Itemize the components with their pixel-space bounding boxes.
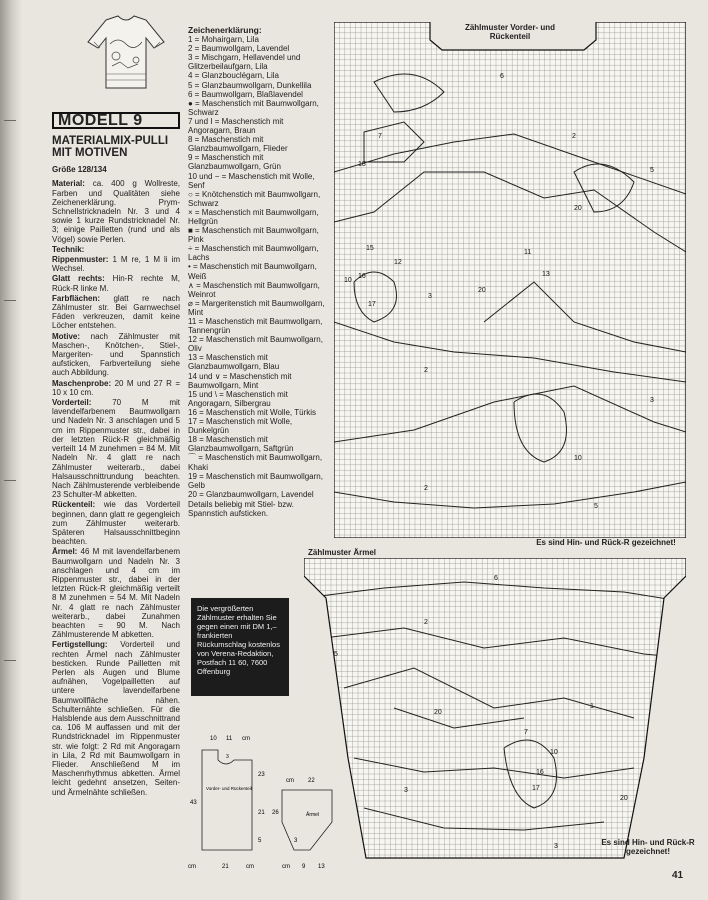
front-region-number: 20	[478, 287, 486, 294]
instruction-paragraph	[52, 398, 180, 499]
body-schematic	[188, 736, 265, 870]
legend-item: 15 und \ = Maschenstich mit Angoragarn, Silbergrau	[188, 389, 288, 408]
instruction-label: Ärmel:	[52, 547, 81, 557]
front-region-number: 20	[574, 205, 582, 212]
legend-item: 18 = Maschenstich mit Glanzbaumwollgarn, Saftgrün	[188, 435, 294, 454]
front-region-number: 3	[650, 397, 654, 404]
schem-body-left: 43	[190, 800, 197, 806]
sleeve-region-number: 3	[404, 787, 408, 794]
legend-heading: Zeichenerklärung:	[188, 25, 262, 35]
legend-item: 2 = Baumwollgarn, Lavendel	[188, 44, 290, 54]
instruction-text: nach Zählmuster mit Maschen-, Knötchen-, Stiel-, Margeriten- und Spannstich aufsticken, Farbverteilung siehe auch Abbildung.	[52, 331, 180, 378]
legend-item: ⌀ = Margeritenstich mit Baumwollgarn, Mint	[188, 298, 325, 317]
front-region-number: 6	[500, 73, 504, 80]
instruction-text: Hin-R rechte M, Rück-R linke M.	[52, 274, 181, 293]
legend-item: 4 = Glanzbouclégarn, Lila	[188, 71, 279, 81]
svg-text:21: 21	[222, 864, 229, 870]
front-region-number: 11	[524, 249, 532, 256]
svg-text:9: 9	[302, 864, 306, 870]
instruction-text: 70 M mit lavendelfarbenem Baumwollgarn und Nadeln Nr. 3 anschlagen und 5 cm im Rippenmuster str., dabei in der letzten Rück-R gleichmäßig verteilt 14 M zunehmen = 84 M. Mit Nadeln Nr. 4 glatt re nach Zählmuster weiterarb., dabei Halsausschnittrundung beachten. Nach Zählmusterende verbleibende 23 Schulter-M abketten.	[52, 398, 180, 500]
sleeve-region-number: 6	[494, 575, 498, 582]
legend-item: ⌒ = Maschenstich mit Baumwollgarn, Khaki	[188, 453, 323, 472]
instructions-column	[52, 112, 180, 798]
legend-list	[188, 35, 328, 499]
sleeve-chart	[304, 558, 686, 860]
legend-item: 20 = Glanzbaumwollgarn, Lavendel	[188, 489, 314, 499]
legend-item: 10 und − = Maschenstich mit Wolle, Senf	[188, 171, 315, 190]
sleeve-region-number: 10	[550, 749, 558, 756]
legend-item: 19 = Maschenstich mit Baumwollgarn, Gelb	[188, 471, 323, 490]
instruction-label: Material:	[52, 179, 93, 189]
front-region-number: 16	[358, 273, 366, 280]
schem-body-top: 10	[210, 736, 217, 742]
schem-sleeve-top: cm	[286, 778, 294, 784]
book-spine	[0, 0, 22, 900]
legend-item: 12 = Maschenstich mit Baumwollgarn, Oliv	[188, 335, 323, 354]
front-chart-note: Es sind Hin- und Rück-R gezeichnet!	[536, 538, 676, 547]
legend-item: ○ = Knötchenstich mit Baumwollgarn, Schwarz	[188, 189, 321, 208]
instruction-label: Vorderteil:	[52, 398, 113, 408]
svg-text:cm: cm	[242, 736, 250, 742]
svg-text:21: 21	[258, 810, 265, 816]
legend-item: ∧ = Maschenstich mit Baumwollgarn, Weinrot	[188, 280, 320, 299]
sleeve-chart-note: Es sind Hin- und Rück-R gezeichnet!	[601, 838, 695, 856]
front-region-number: 2	[424, 485, 428, 492]
front-region-number: 7	[378, 133, 382, 140]
instruction-label: Maschenprobe:	[52, 378, 115, 388]
front-region-number: 18	[358, 161, 366, 168]
size-schematic	[182, 730, 342, 880]
instruction-text: wie das Vorderteil beginnen, dann glatt re gegengleich zum Zählmuster weiterarb. Späteren Halsausschnittbeginn beachten.	[52, 500, 180, 547]
instruction-text: 20 M und 27 R = 10 x 10 cm.	[52, 378, 181, 397]
sleeve-region-number: 2	[424, 619, 428, 626]
legend-item: 7 und I = Maschenstich mit Angoragarn, Braun	[188, 116, 284, 136]
legend-item: ■ = Maschenstich mit Baumwollgarn, Pink	[188, 226, 319, 245]
front-region-number: 5	[594, 503, 598, 510]
sleeve-region-number: 20	[434, 709, 442, 716]
instruction-paragraph	[52, 500, 180, 546]
instruction-label: Rückenteil:	[52, 500, 104, 510]
sleeve-chart-title: Zählmuster Ärmel	[308, 548, 377, 557]
front-region-number: 15	[366, 245, 374, 252]
instruction-text: ca. 400 g Wollreste, Farben und Qualitäten siehe Zeichenerklärung. Prym-Schnellstricknadeln Nr. 3 und 4 sowie 1 kurze Rundstricknadel Nr. 3; einige Pailletten (rund und als Vögel) sowie Perlen.	[52, 179, 180, 244]
front-back-chart	[334, 22, 686, 538]
front-chart-title: Zählmuster Vorder- und Rückenteil	[450, 23, 570, 41]
sleeve-region-number: 1	[590, 703, 594, 710]
legend-item: 8 = Maschenstich mit Glanzbaumwollgarn, Flieder	[188, 135, 288, 154]
front-region-number: 3	[428, 293, 432, 300]
legend-item: 5 = Glanzbaumwollgarn, Dunkellila	[188, 80, 312, 90]
schem-sleeve-right: 3	[294, 838, 298, 844]
schem-sleeve-left: 26	[272, 810, 279, 816]
front-region-number: 5	[650, 167, 654, 174]
instruction-label: Fertigstellung:	[52, 640, 121, 650]
sleeve-grid	[304, 558, 686, 860]
sleeve-region-number: 3	[554, 843, 558, 850]
instruction-text: Vorderteil und rechten Ärmel nach Zählmuster besticken. Runde Pailletten mit Perlen als Augen und Blume aufnähen, Vogelpailletten auf untere lavendelfarbene Baumwollfläche nähen. Schulternähte schließen. Für die Halsblende aus dem Ausschnittrand ca. 106 M auffassen und mit der Rundstricknadel im Rippenmuster str. wie folgt: 2 Rd mit Angoragarn in Lila, 2 Rd mit Baumwollgarn in Flieder. Anschließend M im Maschenrhythmus abketten. Ärmel leicht gedehnt ansetzen, Seiten- und Ärmelnähte schließen.	[52, 640, 180, 797]
legend-item: ÷ = Maschenstich mit Baumwollgarn, Lachs	[188, 244, 319, 263]
legend-column	[188, 26, 328, 518]
legend-tail: Details beliebig mit Stiel- bzw. Spannstich aufsticken.	[188, 499, 294, 518]
front-back-grid	[334, 22, 686, 538]
instruction-paragraph	[52, 255, 180, 273]
schem-sleeve-bottom: cm	[282, 864, 290, 870]
sweater-illustration	[84, 14, 168, 94]
instruction-paragraph	[52, 547, 180, 639]
legend-item: 9 = Maschenstich mit Glanzbaumwollgarn, Grün	[188, 153, 281, 172]
legend-item: 13 = Maschenstich mit Glanzbaumwollgarn, Blau	[188, 353, 280, 372]
schem-body-extra: 3	[226, 754, 229, 760]
front-region-number: 2	[424, 367, 428, 374]
instruction-text: 1 M re, 1 M li im Wechsel.	[52, 255, 180, 274]
svg-text:11: 11	[226, 736, 233, 742]
legend-item: ● = Maschenstich mit Baumwollgarn, Schwarz	[188, 98, 319, 117]
sleeve-region-number: 17	[532, 785, 540, 792]
instruction-text: glatt re nach Zählmuster str. Bei Garnwechsel Fäden verkreuzen, damit keine Löcher entstehen.	[52, 293, 181, 331]
legend-item: 11 = Maschenstich mit Baumwollgarn, Tannengrün	[188, 317, 323, 336]
legend-item: × = Maschenstich mit Baumwollgarn, Hellgrün	[188, 207, 319, 226]
instruction-paragraph	[52, 179, 180, 243]
front-region-number: 2	[572, 133, 576, 140]
instruction-paragraph	[52, 640, 180, 796]
legend-item: 17 = Maschenstich mit Wolle, Dunkelgrün	[188, 417, 293, 436]
schem-body-label: Vorder- und Rückenteil	[206, 786, 252, 791]
sleeve-region-number: 7	[524, 729, 528, 736]
sleeve-schematic	[272, 778, 332, 870]
size-label: Größe 128/134	[52, 165, 107, 175]
instruction-label: Farbflächen:	[52, 293, 114, 303]
front-region-number: 10	[344, 277, 352, 284]
sleeve-region-number: 5	[334, 651, 338, 658]
instruction-paragraph	[52, 245, 180, 254]
legend-item: • = Maschenstich mit Baumwollgarn, Weiß	[188, 262, 317, 281]
notice-box: Die vergrößerten Zählmuster erhalten Sie gegen einen mit DM 1,– frankierten Rückumschlag kostenlos von Verena-Redaktion, Postfach 11 60, 7600 Offenburg	[191, 598, 289, 696]
instruction-text: 46 M mit lavendelfarbenem Baumwollgarn und Nadeln Nr. 3 anschlagen und 4 cm im Rippenmuster str., dabei in der letzten Rück-R gleichmäßig verteilt 8 M zunehmen = 54 M. Mit Nadeln Nr. 4 glatt re nach Zählmuster weiterarb., dabei Zunahmen beachten = 90 M. Nach Zählmusterende M abketten.	[52, 547, 180, 640]
instruction-label: Motive:	[52, 331, 91, 341]
legend-item: 6 = Baumwollgarn, Blaßlavendel	[188, 89, 303, 99]
legend-item: 14 und ∨ = Maschenstich mit Baumwollgarn, Mint	[188, 371, 292, 390]
legend-item: 16 = Maschenstich mit Wolle, Türkis	[188, 407, 316, 417]
sleeve-region-number: 16	[536, 769, 544, 776]
instruction-label: Technik:	[52, 244, 85, 254]
front-region-number: 12	[394, 259, 402, 266]
instruction-paragraph	[52, 294, 180, 331]
legend-item: 3 = Mischgarn, Hellavendel und Glitzerbeilaufgarn, Lila	[188, 53, 301, 72]
front-region-number: 10	[574, 455, 582, 462]
svg-text:5: 5	[258, 838, 262, 844]
legend-item: 1 = Mohairgarn, Lila	[188, 35, 259, 45]
svg-text:22: 22	[308, 778, 315, 784]
model-subtitle: MATERIALMIX-PULLI MIT MOTIVEN	[52, 135, 169, 160]
model-title: MODELL 9	[58, 112, 143, 129]
svg-text:13: 13	[318, 864, 325, 870]
sleeve-region-number: 20	[620, 795, 628, 802]
instruction-paragraph	[52, 379, 180, 397]
instruction-label: Glatt rechts:	[52, 274, 113, 284]
schem-body-bottom: cm	[188, 864, 196, 870]
instruction-paragraph	[52, 274, 180, 292]
page-number: 41	[672, 870, 684, 881]
schem-body-right: 23	[258, 772, 265, 778]
front-region-number: 13	[542, 271, 550, 278]
svg-text:cm: cm	[246, 864, 254, 870]
instruction-label: Rippenmuster:	[52, 255, 113, 265]
front-region-number: 17	[368, 301, 376, 308]
instruction-paragraph	[52, 332, 180, 378]
schem-sleeve-label: Ärmel	[306, 812, 320, 818]
instructions-text	[52, 179, 180, 796]
model-title-box	[52, 112, 180, 129]
